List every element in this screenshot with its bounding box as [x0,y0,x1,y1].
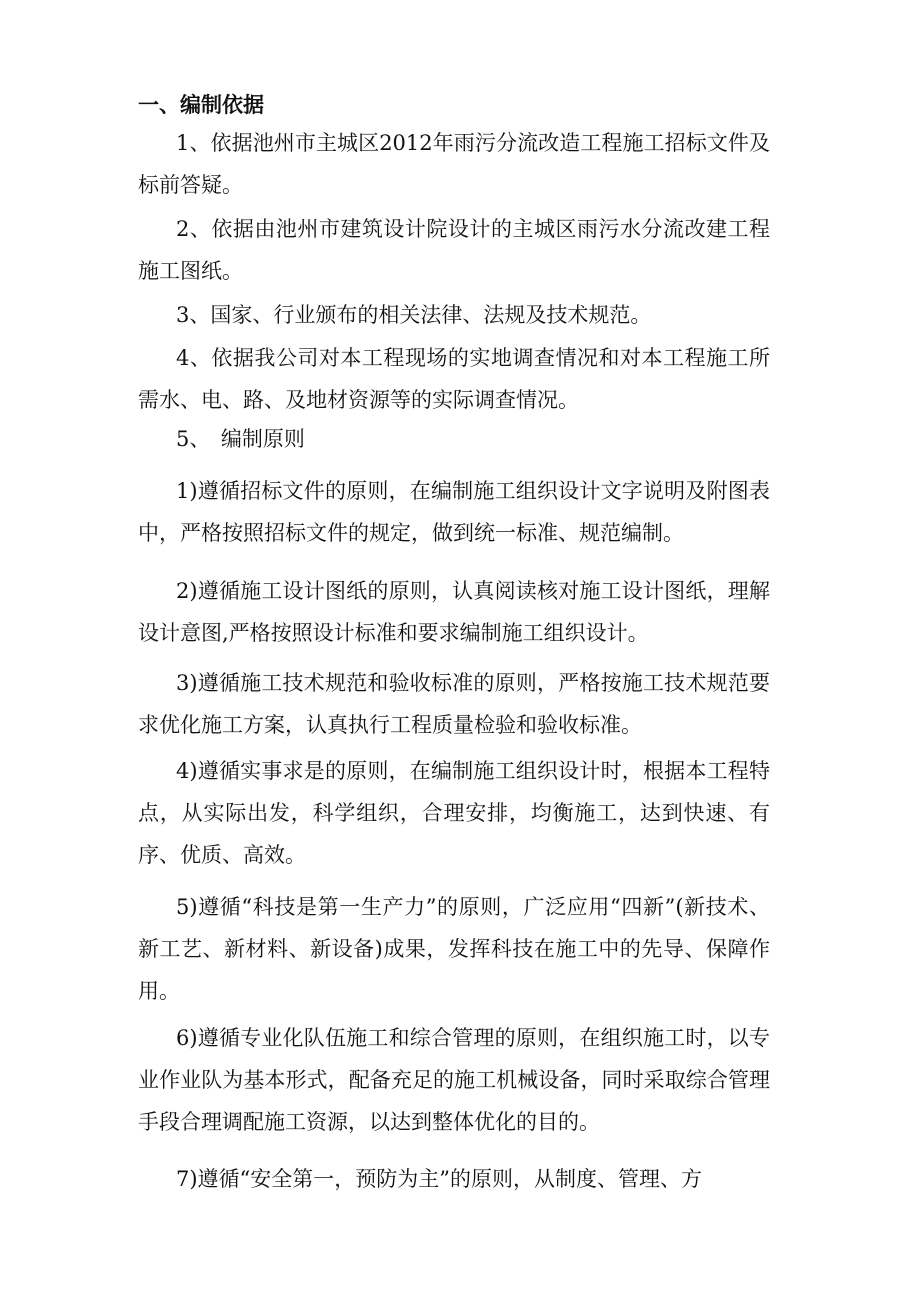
paragraph-principle-3: 3)遵循施工技术规范和验收标准的原则，严格按施工技术规范要求优化施工方案，认真执行工程质量检验和验收标准。 [138,671,770,737]
paragraph-basis-3: 3、国家、行业颁布的相关法律、法规及技术规范。 [176,303,652,327]
paragraph-basis-2: 2、依据由池州市建筑设计院设计的主城区雨污水分流改建工程施工图纸。 [138,217,770,283]
paragraph-principles-title: 5、 编制原则 [176,427,305,451]
paragraph-basis-4: 4、依据我公司对本工程现场的实地调查情况和对本工程施工所需水、电、路、及地材资源等的实际调查情况。 [138,346,770,412]
paragraph-principle-1: 1)遵循招标文件的原则，在编制施工组织设计文字说明及附图表中，严格按照招标文件的规定，做到统一标准、规范编制。 [138,479,770,545]
paragraph-principle-4: 4)遵循实事求是的原则，在编制施工组织设计时，根据本工程特点，从实际出发，科学组织，合理安排，均衡施工，达到快速、有序、优质、高效。 [138,759,770,867]
paragraph-principle-6: 6)遵循专业化队伍施工和综合管理的原则，在组织施工时，以专业作业队为基本形式，配备充足的施工机械设备，同时采取综合管理手段合理调配施工资源，以达到整体优化的目的。 [138,1026,770,1134]
paragraph-principle-7: 7)遵循“安全第一，预防为主”的原则，从制度、管理、方 [176,1167,703,1191]
section-heading: 一、编制依据 [138,93,264,117]
paragraph-principle-2: 2)遵循施工设计图纸的原则，认真阅读核对施工设计图纸，理解设计意图,严格按照设计标准和要求编制施工组织设计。 [138,579,770,645]
paragraph-principle-5: 5)遵循“科技是第一生产力”的原则，广泛应用“四新”(新技术、新工艺、新材料、新设备)成果，发挥科技在施工中的先导、保障作用。 [138,895,770,1003]
paragraph-basis-1: 1、依据池州市主城区2012年雨污分流改造工程施工招标文件及标前答疑。 [138,131,770,197]
